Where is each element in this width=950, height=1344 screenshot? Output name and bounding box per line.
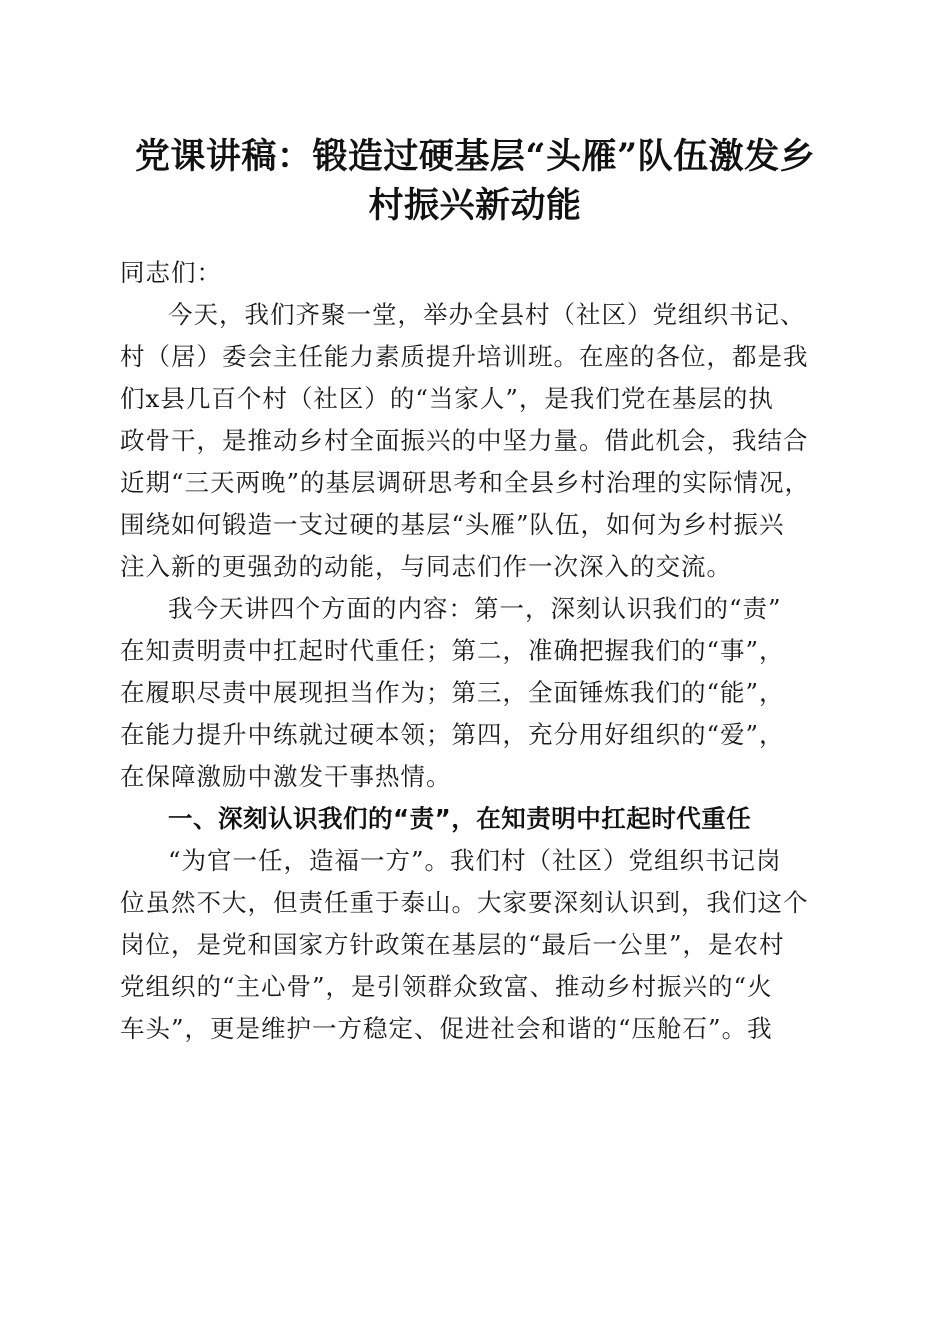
paragraph-line: 在保障激励中激发干事热情。 <box>120 762 452 791</box>
paragraph-line: 近期“三天两晚”的基层调研思考和全县乡村治理的实际情况， <box>120 468 811 497</box>
section-heading-1: 一、深刻认识我们的“责”，在知责明中扛起时代重任 <box>168 804 752 833</box>
paragraph-section1 <box>120 840 840 1050</box>
salutation: 同志们： <box>120 258 222 287</box>
document-body <box>120 252 840 1050</box>
paragraph-line: 在知责明责中扛起时代重任；第二，准确把握我们的“事”， <box>120 636 785 665</box>
paragraph-line: 围绕如何锻造一支过硬的基层“头雁”队伍，如何为乡村振兴 <box>120 510 785 539</box>
paragraph-line: 车头”，更是维护一方稳定、促进社会和谐的“压舱石”。我 <box>120 1014 773 1043</box>
title-line-2: 村振兴新动能 <box>368 185 582 226</box>
document-title <box>100 132 850 230</box>
paragraph-line: 岗位，是党和国家方针政策在基层的“最后一公里”，是农村 <box>120 930 785 959</box>
paragraph-line: “为官一任，造福一方”。我们村（社区）党组织书记岗 <box>168 846 782 875</box>
paragraph-line: 注入新的更强劲的动能，与同志们作一次深入的交流。 <box>120 552 732 581</box>
paragraph-opening <box>120 294 840 588</box>
paragraph-line: 在履职尽责中展现担当作为；第三，全面锤炼我们的“能”， <box>120 678 785 707</box>
paragraph-line: 位虽然不大，但责任重于泰山。大家要深刻认识到，我们这个 <box>120 888 809 917</box>
title-line-1: 党课讲稿：锻造过硬基层“头雁”队伍激发乡 <box>134 136 816 177</box>
paragraph-outline <box>120 588 840 798</box>
paragraph-line: 们x县几百个村（社区）的“当家人”，是我们党在基层的执 <box>120 384 774 413</box>
paragraph-line: 政骨干，是推动乡村全面振兴的中坚力量。借此机会，我结合 <box>120 426 809 455</box>
paragraph-line: 在能力提升中练就过硬本领；第四，充分用好组织的“爱”， <box>120 720 785 749</box>
paragraph-line: 党组织的“主心骨”，是引领群众致富、推动乡村振兴的“火 <box>120 972 773 1001</box>
paragraph-line: 今天，我们齐聚一堂，举办全县村（社区）党组织书记、 <box>168 300 806 329</box>
paragraph-line: 村（居）委会主任能力素质提升培训班。在座的各位，都是我 <box>120 342 809 371</box>
paragraph-line: 我今天讲四个方面的内容：第一，深刻认识我们的“责” <box>168 594 782 623</box>
